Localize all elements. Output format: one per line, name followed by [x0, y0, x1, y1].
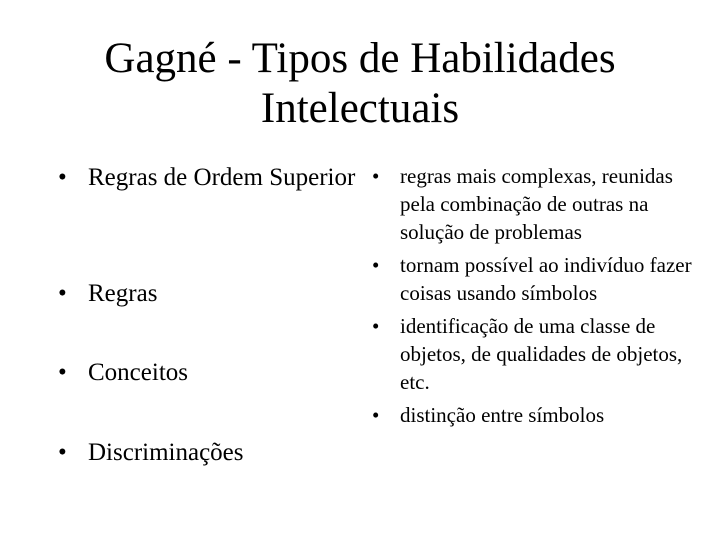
left-bullet-item — [58, 279, 358, 309]
slide-title — [0, 34, 720, 134]
left-bullet-text: Conceitos — [88, 359, 188, 386]
right-bullet-text: identificação de uma classe de objetos, de qualidades de objetos, etc. — [400, 314, 683, 394]
bullet-icon: • — [58, 439, 67, 466]
right-bullet-text: tornam possível ao indivíduo fazer coisas usando símbolos — [400, 253, 692, 305]
left-bullet-text: Discriminações — [88, 439, 244, 466]
left-bullet-text: Regras — [88, 280, 158, 307]
right-bullet-item — [372, 251, 692, 307]
left-bullet-item — [58, 358, 358, 388]
bullet-icon: • — [372, 403, 380, 427]
right-bullet-text: regras mais complexas, reunidas pela combinação de outras na solução de problemas — [400, 164, 673, 244]
right-bullet-item — [372, 162, 692, 246]
right-bullet-item — [372, 312, 692, 396]
left-bullet-item — [58, 163, 358, 193]
bullet-icon: • — [372, 164, 380, 188]
left-bullet-item — [58, 438, 358, 468]
bullet-icon: • — [58, 359, 67, 386]
slide-title-line-2: Intelectuais — [260, 85, 460, 132]
bullet-icon: • — [58, 164, 67, 191]
right-column — [372, 162, 692, 434]
left-bullet-text: Regras de Ordem Superior — [88, 164, 356, 191]
bullet-icon: • — [372, 314, 380, 338]
slide-title-line-1: Gagné - Tipos de Habilidades — [104, 35, 616, 82]
bullet-icon: • — [58, 280, 67, 307]
bullet-icon: • — [372, 253, 380, 277]
right-bullet-text: distinção entre símbolos — [400, 403, 605, 427]
right-bullet-item — [372, 401, 692, 429]
